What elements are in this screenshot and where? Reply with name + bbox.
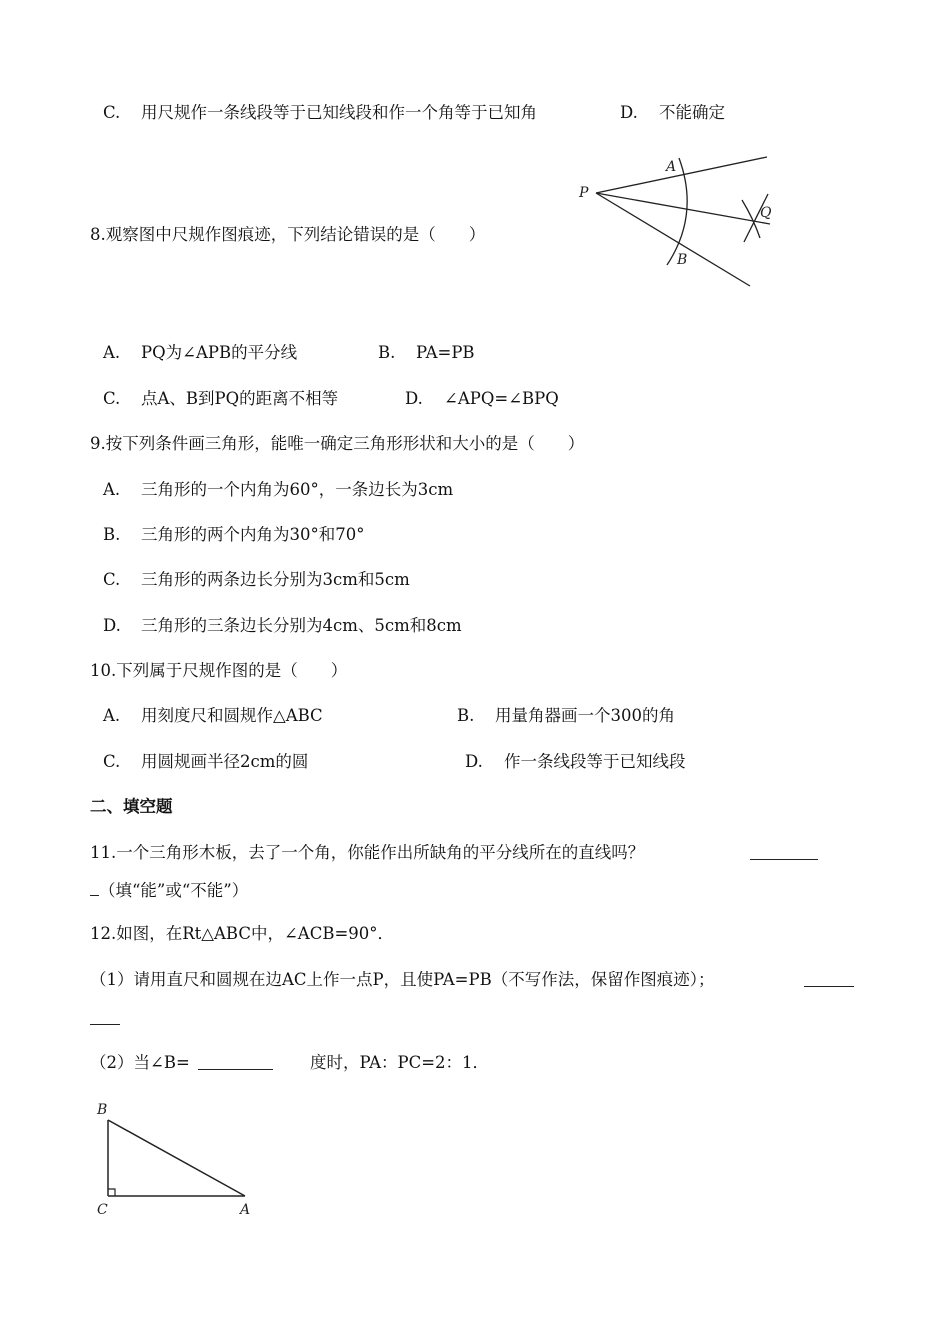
q8-label-q: Q (760, 205, 772, 221)
q10-option-b-text: 用量角器画一个300的角 (495, 706, 675, 725)
q8-label-a: A (666, 159, 677, 175)
q10-option-b-letter: B. (457, 706, 475, 725)
q9-option-b-letter: B. (103, 525, 121, 544)
q8-label-p: P (579, 185, 589, 201)
q11-tail: （填“能”或“不能”） (99, 881, 249, 900)
q10-option-d-text: 作一条线段等于已知线段 (504, 752, 686, 771)
q12-stem: 12.如图，在Rt△ABC中，∠ACB=90°． (90, 924, 395, 943)
q7-option-c-letter: C. (103, 103, 121, 122)
q12-label-b: B (97, 1102, 108, 1118)
q10-option-a-text: 用刻度尺和圆规作△ABC (141, 706, 323, 725)
q12-part2-prefix: （2）当∠B= (90, 1053, 190, 1072)
q8-option-c-letter: C. (103, 389, 121, 408)
q12-part2-suffix: 度时，PA：PC=2：1． (310, 1053, 490, 1072)
q9-stem: 9.按下列条件画三角形，能唯一确定三角形形状和大小的是（ ） (90, 434, 585, 453)
q12-label-c: C (97, 1202, 108, 1218)
q9-option-b-text: 三角形的两个内角为30°和70° (141, 525, 365, 544)
q9-option-d-letter: D. (103, 616, 121, 635)
q10-stem: 10.下列属于尺规作图的是（ ） (90, 661, 348, 680)
q8-option-a-letter: A. (103, 343, 121, 362)
q12-label-a: A (240, 1202, 251, 1218)
q8-option-b-letter: B. (378, 343, 396, 362)
q9-option-a-text: 三角形的一个内角为60°，一条边长为3cm (141, 480, 454, 499)
section-title-fill-in: 二、填空题 (90, 797, 173, 816)
q12-part1: （1）请用直尺和圆规在边AC上作一点P，且使PA=PB（不写作法，保留作图痕迹）； (90, 970, 715, 989)
q10-option-c-letter: C. (103, 752, 121, 771)
q8-label-b: B (677, 252, 688, 268)
q9-option-c-text: 三角形的两条边长分别为3cm和5cm (141, 570, 410, 589)
q9-option-d-text: 三角形的三条边长分别为4cm、5cm和8cm (141, 616, 462, 635)
q8-option-a-text: PQ为∠APB的平分线 (141, 343, 298, 362)
q8-stem: 8.观察图中尺规作图痕迹，下列结论错误的是（ ） (90, 225, 486, 244)
q7-option-d-text: 不能确定 (659, 103, 725, 122)
q9-option-a-letter: A. (103, 480, 121, 499)
q7-option-c-text: 用尺规作一条线段等于已知线段和作一个角等于已知角 (141, 103, 537, 122)
right-angle-mark (108, 1189, 115, 1196)
q8-option-d-letter: D. (405, 389, 423, 408)
q8-option-c-text: 点A、B到PQ的距离不相等 (141, 389, 339, 408)
q7-option-d-letter: D. (620, 103, 638, 122)
q8-option-d-text: ∠APQ=∠BPQ (444, 389, 559, 408)
side-ab (108, 1120, 245, 1196)
q8-option-b-text: PA=PB (416, 343, 475, 362)
q10-option-d-letter: D. (465, 752, 483, 771)
q10-option-a-letter: A. (103, 706, 121, 725)
q11-stem: 11.一个三角形木板，去了一个角，你能作出所缺角的平分线所在的直线吗？ (90, 843, 645, 862)
q10-option-c-text: 用圆规画半径2cm的圆 (141, 752, 309, 771)
q9-option-c-letter: C. (103, 570, 121, 589)
